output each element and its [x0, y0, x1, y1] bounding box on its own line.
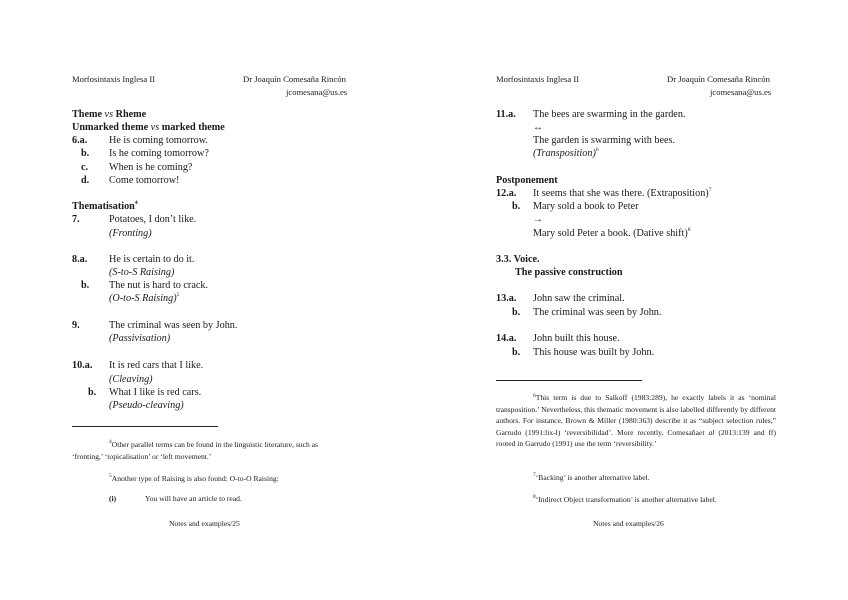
example-number: b. [81, 280, 90, 291]
heading-thematisation: Thematisation$^4$ [72, 200, 138, 212]
footnote-divider [72, 426, 218, 427]
header-author: Dr Joaquín Comesaña Rincón [667, 74, 770, 84]
example-text: What I like is red cars. [109, 387, 202, 398]
example-number: d. [81, 175, 90, 186]
footnote-4-line2: ‘fronting,’ ‘topicalisation’ or ‘left movement.’ [72, 452, 212, 461]
heading-postponement: Postponement [496, 175, 558, 186]
footnote-5-example-number: (i) [109, 494, 117, 503]
example-number: 6.a. [72, 135, 88, 146]
footnote-5: $^5$Another type of Raising is also found: O-to-O Raising: [109, 473, 279, 483]
heading-unmarked-marked: Unmarked theme vs marked theme [72, 122, 225, 133]
example-text: Is he coming tomorrow? [109, 148, 209, 159]
example-text: He is coming tomorrow. [109, 135, 208, 146]
example-text: This house was built by John. [533, 347, 655, 358]
example-number: b. [512, 201, 521, 212]
example-text: The garden is swarming with bees. [533, 135, 676, 146]
example-number: b. [512, 307, 521, 318]
example-text: The nut is hard to crack. [109, 280, 209, 291]
bidirectional-arrow-icon: ↔ [533, 122, 543, 133]
right-arrow-icon: → [533, 214, 543, 225]
example-note: (Pseudo-cleaving) [109, 400, 184, 411]
example-note: (Fronting) [109, 228, 152, 239]
example-text: The bees are swarming in the garden. [533, 109, 686, 120]
example-note: (Transposition)$^6$ [533, 147, 599, 159]
footnote-7: $^7$‘Backing’ is another alternative label. [533, 472, 650, 482]
example-number: 14.a. [496, 333, 517, 344]
example-text: Mary sold a book to Peter [533, 201, 639, 212]
header-author: Dr Joaquín Comesaña Rincón [243, 74, 346, 84]
example-text: He is certain to do it. [109, 254, 195, 265]
example-note: (O-to-S Raising)$^5$ [109, 292, 180, 304]
page-footer: Notes and examples/25 [169, 519, 240, 528]
example-text: It is red cars that I like. [109, 360, 204, 371]
header-email: jcomesana@us.es [286, 87, 348, 97]
footnote-divider [496, 380, 642, 381]
example-text: The criminal was seen by John. [533, 307, 662, 318]
section-subtitle: The passive construction [515, 267, 623, 278]
header-course: Morfosintaxis Inglesa II [72, 74, 156, 84]
example-number: 10.a. [72, 360, 93, 371]
footnote-6: $^6$This term is due to Salkoff (1983:289), he exactly labels it as ‘nominal transposition.’ Nevertheless, this thematic movement is also labelled differently by different authors. For instance, Brown & Miller (1980:363) describe it as “subject selection rules,” Garrudo (1991:lix-l) ‘reversibilidad’. More recently, Comesañaet al (2013:139 and ff) rooted in Garrudo (1991) use the term ‘reversibility.’ [496, 393, 776, 449]
example-note: (Cleaving) [109, 374, 153, 385]
example-text: Potatoes, I don’t like. [109, 214, 197, 225]
example-text: It seems that she was there. (Extraposition)$^7$ [533, 187, 712, 199]
section-title: 3.3. Voice. [496, 254, 540, 265]
example-number: 13.a. [496, 293, 517, 304]
example-text: John saw the criminal. [533, 293, 625, 304]
example-text: The criminal was seen by John. [109, 320, 238, 331]
example-text: John built this house. [533, 333, 620, 344]
example-number: 12.a. [496, 188, 517, 199]
footnote-5-example-text: You will have an article to read. [145, 494, 242, 503]
example-number: 8.a. [72, 254, 88, 265]
example-text: Mary sold Peter a book. (Dative shift)$^8$ [533, 227, 691, 239]
example-number: 9. [72, 320, 80, 331]
example-note: (S-to-S Raising) [109, 267, 175, 278]
example-number: 11.a. [496, 109, 516, 120]
footnote-8: $^8$‘Indirect Object transformation’ is another alternative label. [533, 494, 717, 504]
example-number: 7. [72, 214, 80, 225]
page-footer: Notes and examples/26 [593, 519, 664, 528]
example-text: When is he coming? [109, 162, 193, 173]
header-course: Morfosintaxis Inglesa II [496, 74, 580, 84]
heading-theme-rheme: Theme vs Rheme [72, 109, 147, 120]
right-page [424, 0, 848, 600]
footnote-4-line1: $^4$Other parallel terms can be found in the linguistic literature, such as [109, 439, 318, 449]
example-note: (Passivisation) [109, 333, 171, 344]
example-number: b. [88, 387, 97, 398]
example-number: b. [512, 347, 521, 358]
example-number: b. [81, 148, 90, 159]
example-number: c. [81, 162, 89, 173]
header-email: jcomesana@us.es [710, 87, 772, 97]
example-text: Come tomorrow! [109, 175, 180, 186]
